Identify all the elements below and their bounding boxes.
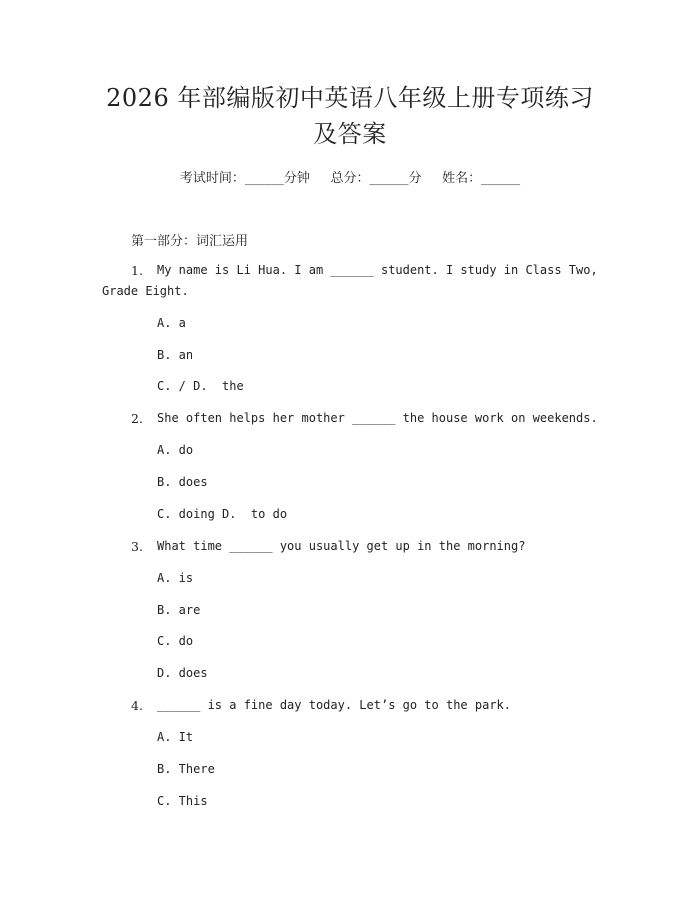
question-text: What time ______ you usually get up in the morning? [157,539,526,553]
question-text: She often helps her mother ______ the house work on weekends. [157,411,598,425]
option-d: D. does [157,666,208,680]
exam-info: 考试时间：______分钟 总分：______分 姓名：______ [179,171,521,186]
question-text: My name is Li Hua. I am ______ student. I study in Class Two, [157,263,598,277]
option-b: B. an [157,348,194,362]
option-c: C. This [157,794,208,808]
option-b: B. There [157,762,215,776]
document-title [0,80,700,152]
option-c-d: C. / D. the [157,379,244,393]
title-line-1: 2026 年部编版初中英语八年级上册专项练习 [106,84,594,112]
option-a: A. It [157,730,194,744]
section-title: 第一部分：词汇运用 [131,234,249,249]
question-text-continued: Grade Eight. [102,284,189,298]
question-number: 1. [131,263,143,278]
option-a: A. a [157,316,186,330]
option-a: A. is [157,571,194,585]
question-number: 4. [131,698,143,713]
option-b: B. are [157,603,201,617]
question-number: 3. [131,539,143,554]
option-b: B. does [157,475,208,489]
question-text: ______ is a fine day today. Let’s go to the park. [157,698,512,712]
option-a: A. do [157,443,194,457]
question-number: 2. [131,411,143,426]
option-c-d: C. doing D. to do [157,507,288,521]
title-line-2: 及答案 [313,120,387,148]
option-c: C. do [157,634,194,648]
